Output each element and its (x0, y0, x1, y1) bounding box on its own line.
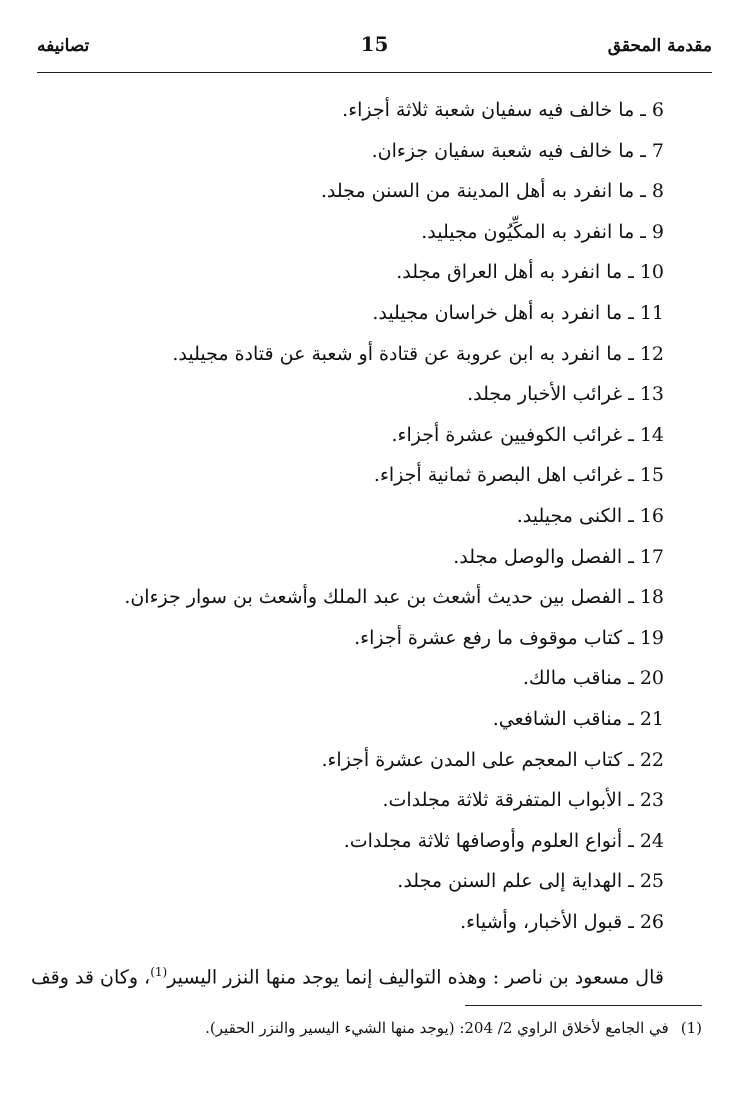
list-item-number: 20 (639, 667, 664, 690)
list-item (64, 699, 664, 740)
list-item (64, 212, 664, 253)
list-item-separator: ـ (622, 545, 640, 568)
list-item (64, 415, 664, 456)
list-item-separator: ـ (634, 139, 652, 162)
list-item-separator: ـ (622, 667, 640, 690)
list-item-text: الأبواب المتفرقة ثلاثة مجلدات. (382, 789, 623, 812)
list-item-number: 23 (639, 789, 664, 812)
footnote-divider (465, 1005, 702, 1006)
list-item-text: ما انفرد به المكِّيُون مجيليد. (421, 220, 635, 243)
list-item-text: ما خالف فيه سفيان شعبة ثلاثة أجزاء. (342, 99, 635, 121)
list-item-text: مناقب الشافعي. (492, 707, 623, 730)
list-item (64, 455, 664, 496)
list-item (64, 618, 664, 659)
list-item-number: 8 (651, 180, 664, 203)
list-item-number: 9 (651, 220, 664, 243)
list-item (64, 131, 664, 172)
list-item (64, 334, 664, 375)
page-header (37, 28, 712, 73)
list-item-separator: ـ (622, 829, 640, 852)
list-item-separator: ـ (622, 423, 640, 446)
list-item-separator: ـ (622, 504, 640, 527)
list-item-text: الفصل والوصل مجلد. (453, 545, 623, 568)
list-item-number: 18 (639, 586, 664, 609)
paragraph-text-end: ، وكان قد وقف (30, 966, 151, 989)
list-item-separator: ـ (622, 707, 640, 730)
closing-paragraph (30, 952, 664, 992)
list-item (64, 821, 664, 862)
list-item-text: ما انفرد به ابن عروبة عن قتادة أو شعبة عن قتادة مجيليد. (172, 342, 623, 365)
list-item-text: قبول الأخبار، وأشياء. (460, 910, 623, 933)
list-item-number: 25 (639, 870, 664, 893)
list-item (64, 577, 664, 618)
list-item-number: 13 (639, 383, 664, 406)
list-item-number: 21 (639, 707, 664, 730)
list-item-separator: ـ (622, 748, 640, 771)
list-item-separator: ـ (622, 342, 640, 365)
header-section-title: تصانيفه (37, 36, 90, 56)
list-item (64, 780, 664, 821)
list-item (64, 293, 664, 334)
list-item (64, 902, 664, 943)
list-item-separator: ـ (622, 586, 640, 609)
list-item-text: ما انفرد به أهل العراق مجلد. (396, 261, 623, 284)
list-item-separator: ـ (622, 910, 640, 933)
list-item (64, 90, 664, 131)
list-item-separator: ـ (622, 261, 640, 284)
header-chapter-title: مقدمة المحقق (607, 36, 712, 56)
list-item-separator: ـ (634, 99, 652, 121)
list-item-text: كتاب موقوف ما رفع عشرة أجزاء. (354, 626, 623, 649)
footnote-text: في الجامع لأخلاق الراوي 2/ 204: (يوجد منها الشيء اليسير والنزر الحقير). (205, 1019, 669, 1037)
list-item-text: غرائب اهل البصرة ثمانية أجزاء. (373, 464, 623, 487)
list-item (64, 861, 664, 902)
list-item-number: 22 (639, 748, 664, 771)
list-item-text: الكنى مجيليد. (516, 504, 623, 527)
list-item (64, 374, 664, 415)
footnote-mark: (1) (680, 1019, 702, 1037)
list-item-separator: ـ (622, 383, 640, 406)
list-item-number: 15 (639, 464, 664, 487)
list-item (64, 658, 664, 699)
list-item-number: 16 (639, 504, 664, 527)
list-item-text: غرائب الأخبار مجلد. (467, 383, 623, 406)
list-item-text: ما خالف فيه شعبة سفيان جزءان. (371, 139, 635, 162)
list-item-text: مناقب مالك. (522, 667, 623, 690)
list-item-separator: ـ (634, 220, 652, 243)
list-item-number: 24 (639, 829, 664, 852)
list-item-number: 14 (639, 423, 664, 446)
list-item-text: الهداية إلى علم السنن مجلد. (397, 870, 623, 893)
list-item-number: 19 (639, 626, 664, 649)
list-item (64, 740, 664, 781)
list-item (64, 537, 664, 578)
paragraph-text-start: قال مسعود بن ناصر : وهذه التواليف إنما يوجد منها النزر اليسير (167, 966, 664, 989)
list-item (64, 252, 664, 293)
list-item-text: ما انفرد به أهل خراسان مجيليد. (372, 301, 623, 324)
list-item-separator: ـ (622, 870, 640, 893)
list-item-separator: ـ (622, 464, 640, 487)
list-item-number: 11 (639, 301, 664, 324)
footnote-reference: (1) (150, 965, 168, 979)
list-item (64, 496, 664, 537)
list-item-separator: ـ (622, 626, 640, 649)
list-item-separator: ـ (622, 301, 640, 324)
list-item-number: 26 (639, 910, 664, 933)
list-item-number: 6 (651, 99, 664, 121)
list-item-text: الفصل بين حديث أشعث بن عبد الملك وأشعث بن سوار جزءان. (124, 586, 623, 609)
page-number: 15 (360, 32, 389, 56)
list-item-number: 17 (639, 545, 664, 568)
works-list (64, 90, 664, 942)
list-item-text: غرائب الكوفيين عشرة أجزاء. (391, 423, 623, 446)
list-item (64, 171, 664, 212)
list-item-text: أنواع العلوم وأوصافها ثلاثة مجلدات. (343, 829, 623, 852)
list-item-number: 12 (639, 342, 664, 365)
list-item-separator: ـ (634, 180, 652, 203)
list-item-text: ما انفرد به أهل المدينة من السنن مجلد. (320, 180, 635, 203)
list-item-separator: ـ (622, 789, 640, 812)
footnote (100, 1012, 702, 1044)
list-item-number: 10 (639, 261, 664, 284)
list-item-text: كتاب المعجم على المدن عشرة أجزاء. (321, 748, 623, 771)
list-item-number: 7 (651, 139, 664, 162)
